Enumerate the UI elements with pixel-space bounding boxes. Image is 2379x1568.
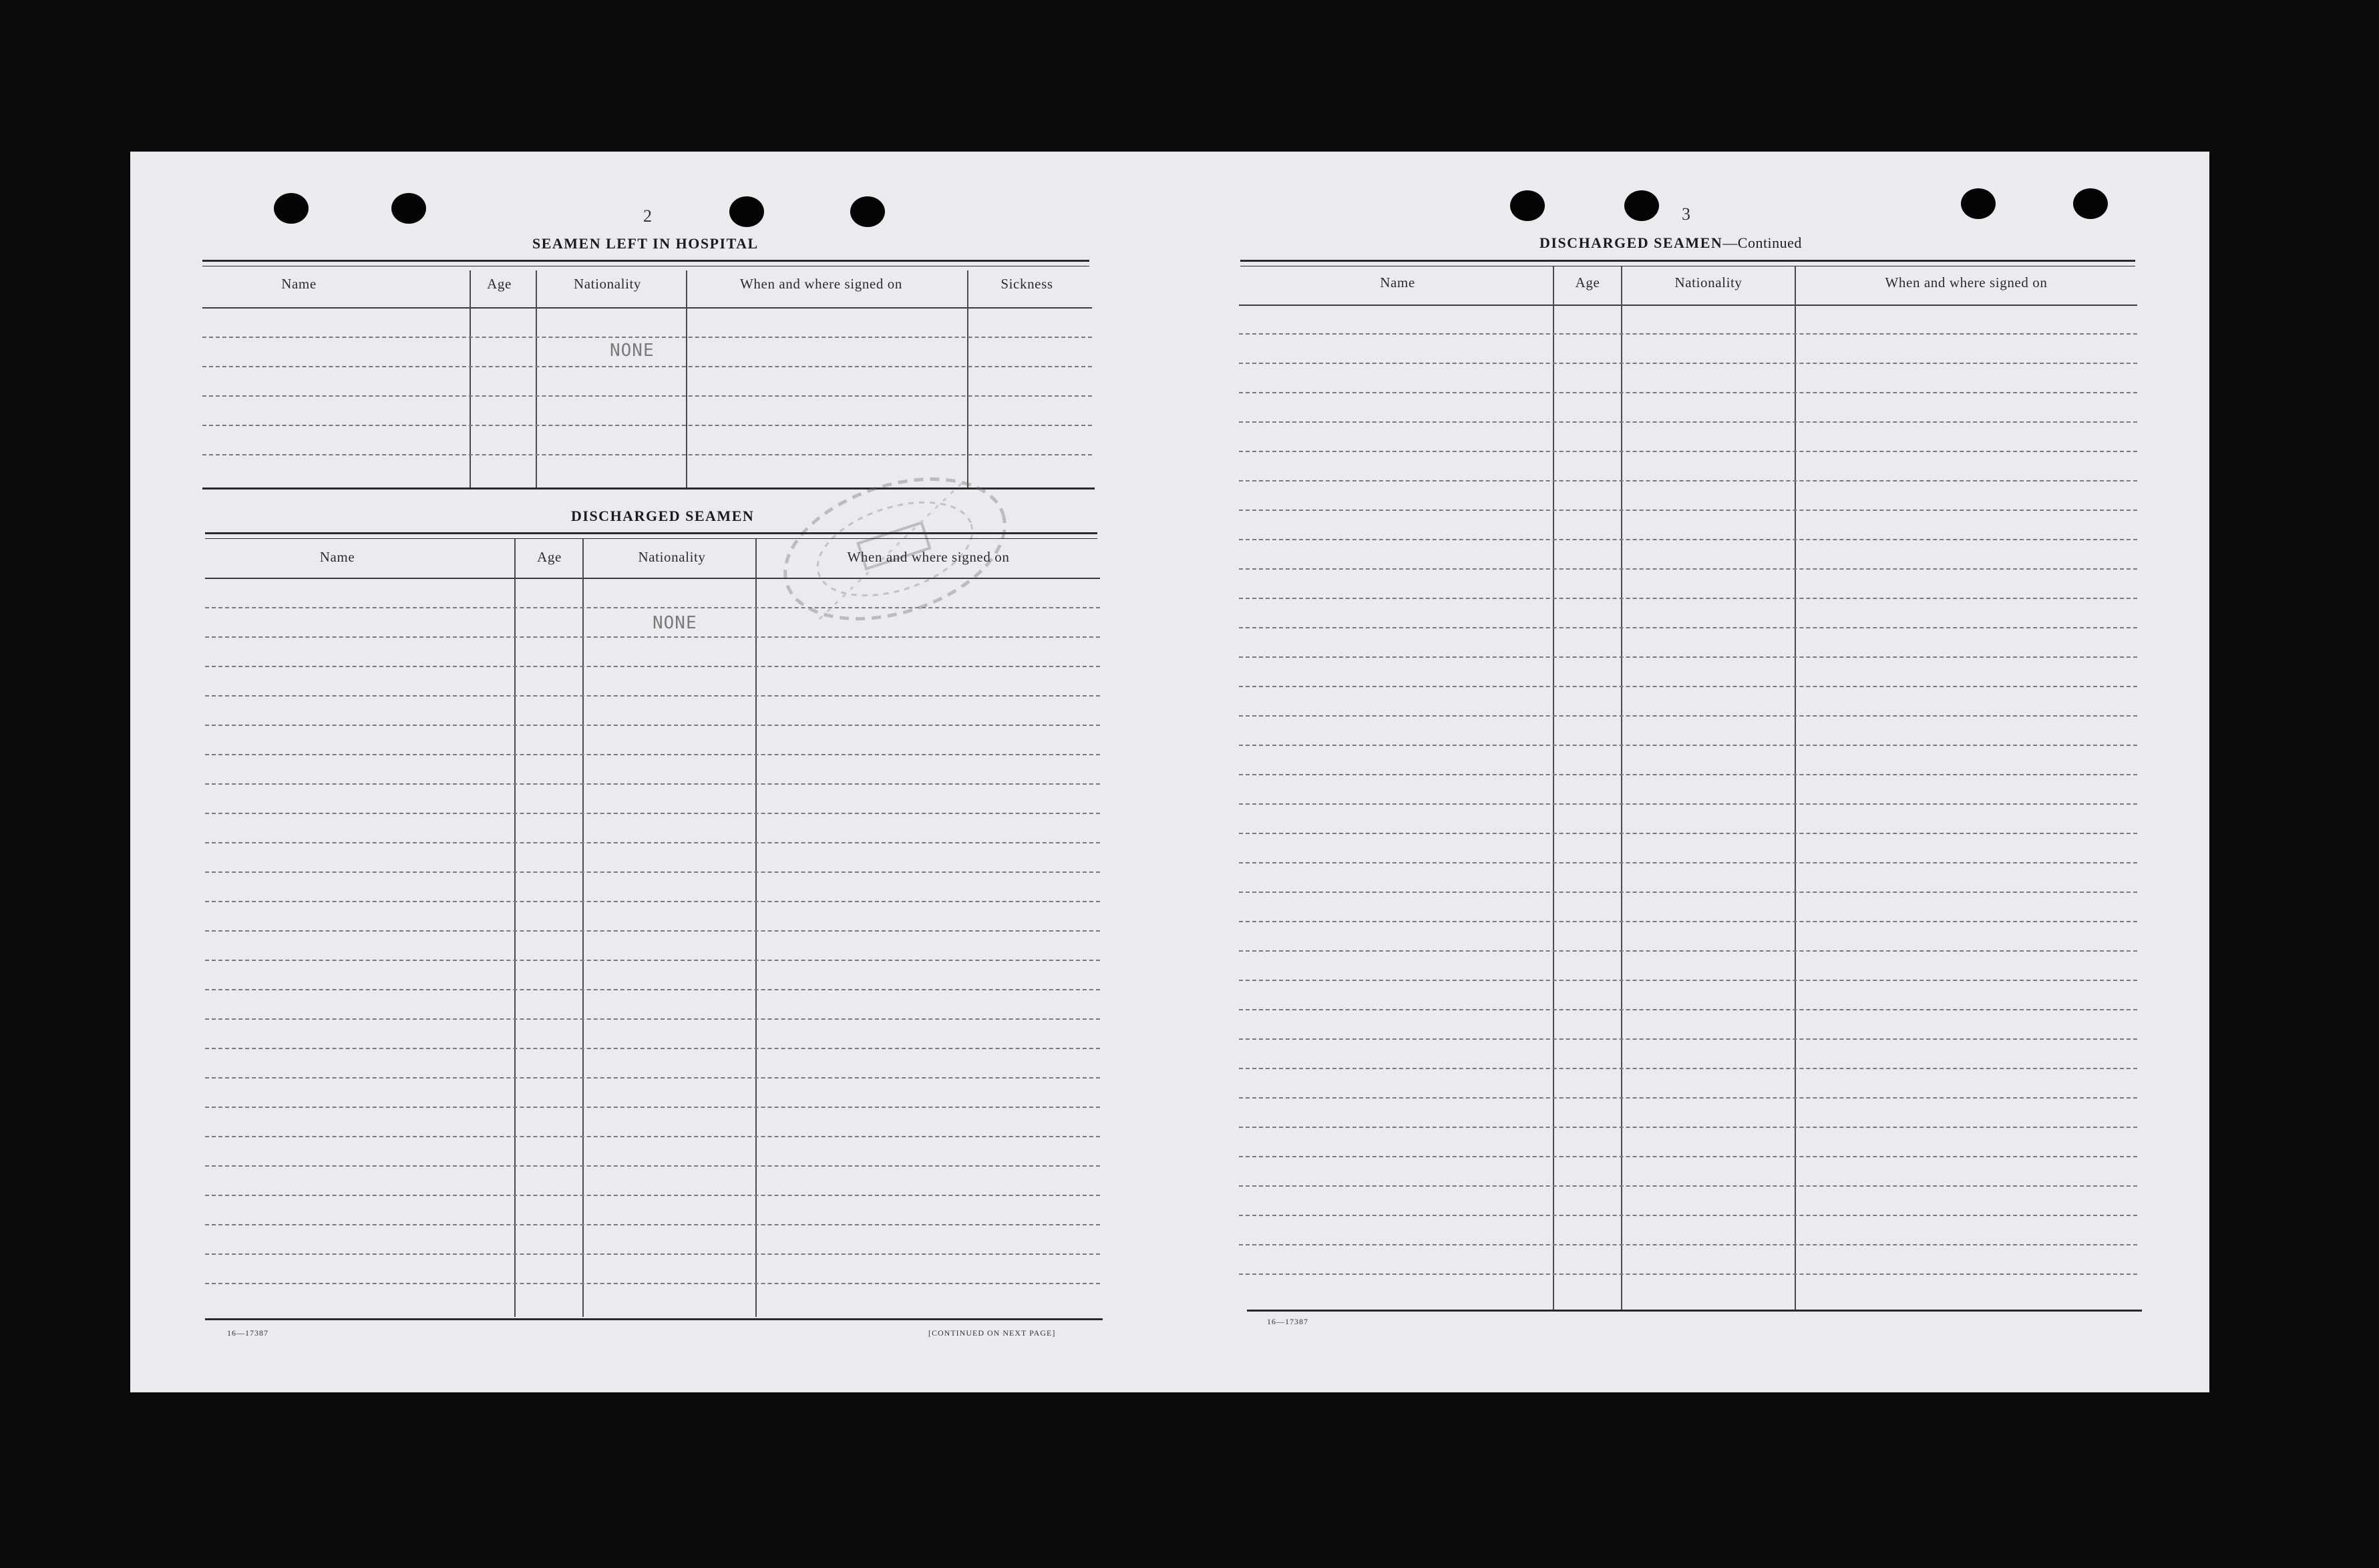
punch-hole [391, 193, 426, 224]
punch-hole [1961, 188, 1996, 219]
row-line [1239, 1273, 2137, 1275]
column-header-name: Name [281, 276, 317, 292]
row-line [1239, 1215, 2137, 1216]
punch-hole [729, 196, 764, 227]
punch-hole [2073, 188, 2108, 219]
row-line [1239, 921, 2137, 922]
row-line [202, 337, 1092, 338]
section-bottom-rule [1247, 1310, 2142, 1312]
row-line [1239, 363, 2137, 364]
column-header-nationality: Nationality [573, 276, 642, 292]
row-line [1239, 451, 2137, 452]
column-divider [1553, 266, 1554, 1310]
section-title-suffix: —Continued [1722, 234, 1802, 251]
section-title [1539, 234, 1802, 252]
row-line [1239, 539, 2137, 540]
column-header-signed-on: When and where signed on [740, 276, 902, 292]
row-line [1239, 1009, 2137, 1010]
row-line [205, 1018, 1100, 1020]
row-line [202, 395, 1092, 397]
header-rule [202, 307, 1092, 309]
row-line [1239, 715, 2137, 717]
column-divider [755, 539, 757, 1317]
column-header-age: Age [537, 549, 562, 565]
row-line [1239, 892, 2137, 893]
row-line [1239, 598, 2137, 599]
column-header-nationality: Nationality [638, 549, 706, 565]
row-line [1239, 656, 2137, 658]
row-line [205, 989, 1100, 990]
row-line [205, 607, 1100, 608]
header-rule [205, 578, 1100, 579]
column-header-age: Age [487, 276, 512, 292]
row-line [205, 1253, 1100, 1255]
column-header-age: Age [1575, 274, 1600, 290]
row-line [1239, 421, 2137, 423]
row-line [1239, 1156, 2137, 1157]
punch-hole [1624, 190, 1659, 221]
section-bottom-rule [205, 1318, 1103, 1320]
hospital-entry-none: NONE [610, 341, 655, 361]
row-line [205, 1283, 1100, 1284]
punch-hole [274, 193, 309, 224]
section-title: SEAMEN LEFT IN HOSPITAL [532, 235, 759, 252]
row-line [1239, 745, 2137, 746]
row-line [205, 666, 1100, 667]
punch-hole [1510, 190, 1545, 221]
row-line [205, 783, 1100, 785]
row-line [205, 1195, 1100, 1196]
row-line [205, 901, 1100, 902]
row-line [205, 1224, 1100, 1225]
row-line [205, 842, 1100, 843]
form-number: 16—17387 [1267, 1317, 1308, 1326]
row-line [1239, 392, 2137, 393]
row-line [1239, 980, 2137, 981]
continued-note: [CONTINUED ON NEXT PAGE] [928, 1328, 1056, 1338]
column-divider [514, 539, 516, 1317]
row-line [1239, 1097, 2137, 1099]
row-line [205, 813, 1100, 814]
row-line [205, 930, 1100, 932]
row-line [205, 1107, 1100, 1108]
row-line [1239, 568, 2137, 570]
row-line [205, 695, 1100, 697]
column-divider [1795, 266, 1796, 1310]
row-line [205, 1077, 1100, 1079]
row-line [1239, 1068, 2137, 1069]
row-line [202, 425, 1092, 426]
row-line [1239, 1127, 2137, 1128]
column-header-name: Name [1380, 274, 1415, 290]
header-rule [1239, 305, 2137, 306]
row-line [1239, 333, 2137, 335]
row-line [202, 366, 1092, 367]
row-line [1239, 510, 2137, 511]
row-line [205, 871, 1100, 873]
row-line [1239, 1038, 2137, 1040]
row-line [1239, 803, 2137, 805]
column-header-name: Name [319, 549, 355, 565]
row-line [1239, 1244, 2137, 1245]
section-rule [1240, 260, 2135, 266]
row-line [1239, 686, 2137, 687]
row-line [1239, 627, 2137, 628]
page-number: 2 [643, 206, 652, 226]
row-line [1239, 833, 2137, 834]
row-line [1239, 950, 2137, 952]
column-header-sickness: Sickness [1000, 276, 1053, 292]
row-line [205, 960, 1100, 961]
section-title: DISCHARGED SEAMEN [571, 508, 755, 524]
row-line [205, 636, 1100, 638]
form-number: 16—17387 [227, 1328, 268, 1338]
row-line [205, 725, 1100, 726]
column-header-signed-on: When and where signed on [847, 549, 1010, 565]
row-line [1239, 480, 2137, 481]
section-rule [202, 260, 1089, 266]
row-line [205, 1048, 1100, 1049]
row-line [1239, 774, 2137, 775]
discharged-entry-none: NONE [653, 613, 697, 633]
punch-hole [850, 196, 885, 227]
row-line [1239, 1185, 2137, 1187]
column-divider [1621, 266, 1622, 1310]
row-line [205, 1165, 1100, 1167]
column-header-nationality: Nationality [1674, 274, 1743, 290]
section-title-main: DISCHARGED SEAMEN [1539, 234, 1723, 251]
row-line [205, 1136, 1100, 1137]
section-rule [205, 532, 1097, 539]
document-spread [130, 152, 2209, 1392]
row-line [205, 754, 1100, 755]
column-divider [582, 539, 584, 1317]
column-header-signed-on: When and where signed on [1885, 274, 2048, 290]
page-number: 3 [1682, 204, 1690, 224]
row-line [1239, 862, 2137, 863]
